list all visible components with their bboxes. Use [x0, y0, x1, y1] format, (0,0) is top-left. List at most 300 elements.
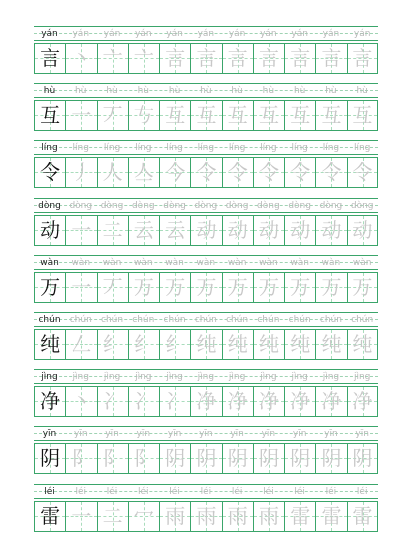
- stroke-order-trace: 万: [352, 274, 373, 299]
- pinyin-trace: líng: [197, 143, 215, 154]
- writing-cell[interactable]: [191, 444, 222, 473]
- pinyin-trace: chún: [101, 315, 124, 325]
- writing-cell[interactable]: [316, 273, 347, 302]
- writing-cell[interactable]: [35, 387, 66, 416]
- writing-cell[interactable]: [223, 101, 254, 130]
- writing-cell[interactable]: [160, 158, 191, 187]
- stroke-order-trace: 万: [133, 274, 154, 299]
- stroke-order-trace: 二: [102, 503, 123, 528]
- pinyin-trace: léi: [106, 486, 118, 497]
- pinyin-trace: chún: [288, 315, 311, 325]
- writing-cell[interactable]: [348, 444, 377, 473]
- practice-row: [34, 255, 378, 312]
- writing-cell[interactable]: [160, 387, 191, 416]
- writing-cell[interactable]: [254, 502, 285, 531]
- writing-cell[interactable]: [254, 273, 285, 302]
- pinyin-label: líng: [41, 143, 58, 154]
- pinyin-trace: hù: [168, 86, 181, 97]
- pinyin-trace: yán: [103, 29, 121, 39]
- practice-row: [34, 312, 378, 369]
- stroke-order-trace: 丿: [71, 160, 92, 185]
- stroke-order-trace: 雷: [290, 503, 311, 528]
- pinyin-trace: hù: [262, 86, 275, 97]
- model-character: 万: [40, 274, 61, 299]
- stroke-order-trace: 万: [259, 274, 279, 299]
- writing-cell[interactable]: [316, 444, 347, 473]
- stroke-order-trace: 一: [71, 503, 92, 528]
- stroke-order-trace: 万: [321, 274, 342, 299]
- pinyin-band: [34, 26, 378, 41]
- practice-row: [34, 26, 378, 83]
- writing-cell[interactable]: [129, 502, 160, 531]
- pinyin-trace: léi: [294, 486, 305, 497]
- stroke-order-trace: 动: [196, 217, 217, 242]
- pinyin-trace: líng: [228, 143, 246, 154]
- stroke-order-trace: 雷: [321, 503, 342, 528]
- stroke-order-trace: 令: [290, 160, 311, 185]
- stroke-order-trace: 雨: [165, 503, 186, 528]
- pinyin-trace: líng: [166, 143, 183, 154]
- writing-cell[interactable]: [129, 101, 160, 130]
- writing-cell[interactable]: [66, 158, 97, 187]
- writing-cell[interactable]: [160, 330, 191, 359]
- pinyin-trace: yīn: [105, 429, 119, 440]
- stroke-order-trace: 净: [290, 389, 311, 414]
- writing-cell[interactable]: [223, 387, 254, 416]
- pinyin-trace: yīn: [74, 429, 88, 440]
- writing-cell[interactable]: [348, 387, 377, 416]
- stroke-order-trace: 动: [227, 217, 248, 242]
- character-grid: [34, 386, 378, 417]
- pinyin-trace: yán: [166, 29, 183, 39]
- pinyin-trace: dòng: [288, 200, 311, 211]
- writing-cell[interactable]: [254, 44, 285, 73]
- writing-cell[interactable]: [285, 273, 316, 302]
- stroke-order-trace: 雨: [196, 503, 217, 528]
- pinyin-trace: hù: [325, 86, 337, 97]
- stroke-order-trace: 纟: [102, 332, 123, 356]
- stroke-order-trace: 言: [321, 46, 342, 70]
- writing-cell[interactable]: [160, 216, 191, 245]
- writing-cell[interactable]: [285, 387, 316, 416]
- writing-cell[interactable]: [98, 273, 129, 302]
- stroke-order-trace: 今: [165, 160, 186, 185]
- pinyin-band: [34, 484, 378, 499]
- writing-cell[interactable]: [35, 273, 66, 302]
- pinyin-trace: chún: [351, 315, 374, 325]
- writing-cell[interactable]: [160, 44, 191, 73]
- pinyin-trace: chún: [194, 315, 217, 325]
- writing-cell[interactable]: [348, 273, 377, 302]
- writing-cell[interactable]: [66, 444, 97, 473]
- writing-cell[interactable]: [191, 387, 222, 416]
- writing-cell[interactable]: [223, 444, 254, 473]
- stroke-order-trace: 言: [196, 46, 217, 70]
- pinyin-trace: yán: [260, 29, 277, 39]
- pinyin-trace: jìng: [228, 372, 246, 383]
- writing-cell[interactable]: [191, 216, 222, 245]
- stroke-order-trace: 纯: [321, 332, 342, 356]
- writing-cell[interactable]: [254, 330, 285, 359]
- writing-cell[interactable]: [285, 444, 316, 473]
- stroke-order-trace: 言: [227, 46, 248, 70]
- writing-cell[interactable]: [98, 216, 129, 245]
- character-grid: [34, 43, 378, 74]
- writing-cell[interactable]: [35, 101, 66, 130]
- model-character: 纯: [40, 332, 61, 356]
- pinyin-trace: léi: [263, 486, 274, 497]
- writing-cell[interactable]: [348, 216, 377, 245]
- model-character: 互: [40, 103, 61, 128]
- pinyin-label: jìng: [41, 372, 58, 383]
- writing-cell[interactable]: [223, 273, 254, 302]
- stroke-order-trace: 言: [352, 46, 373, 70]
- stroke-order-trace: 互: [321, 103, 342, 128]
- pinyin-band: [34, 140, 378, 155]
- pinyin-trace: wàn: [227, 257, 247, 268]
- pinyin-trace: yán: [353, 29, 371, 39]
- writing-cell[interactable]: [316, 387, 347, 416]
- stroke-order-trace: 互: [259, 103, 279, 128]
- stroke-order-trace: 令: [259, 160, 279, 185]
- pinyin-trace: jìng: [322, 372, 340, 383]
- stroke-order-trace: 万: [196, 274, 217, 299]
- stroke-order-trace: 令: [227, 160, 248, 185]
- stroke-order-trace: 一: [71, 103, 92, 128]
- pinyin-trace: chún: [226, 315, 249, 325]
- stroke-order-trace: 冫: [165, 389, 186, 414]
- writing-cell[interactable]: [129, 444, 160, 473]
- writing-cell[interactable]: [348, 101, 377, 130]
- character-grid: [34, 329, 378, 360]
- pinyin-trace: chún: [163, 315, 186, 325]
- pinyin-trace: yán: [322, 29, 340, 39]
- writing-cell[interactable]: [66, 330, 97, 359]
- pinyin-band: [34, 426, 378, 441]
- pinyin-trace: yīn: [324, 429, 338, 440]
- stroke-order-trace: 纯: [290, 332, 311, 356]
- writing-cell[interactable]: [285, 158, 316, 187]
- pinyin-trace: yán: [197, 29, 215, 39]
- pinyin-trace: wàn: [165, 257, 184, 268]
- stroke-order-trace: 阴: [290, 446, 311, 471]
- pinyin-trace: léi: [325, 486, 337, 497]
- stroke-order-trace: 亠: [102, 46, 123, 70]
- pinyin-trace: dòng: [131, 200, 155, 211]
- stroke-order-trace: 万: [165, 274, 186, 299]
- stroke-order-trace: 令: [352, 160, 373, 185]
- pinyin-trace: dòng: [100, 200, 124, 211]
- stroke-order-trace: 令: [321, 160, 342, 185]
- writing-cell[interactable]: [285, 502, 316, 531]
- writing-cell[interactable]: [223, 330, 254, 359]
- pinyin-trace: yīn: [292, 429, 307, 440]
- character-grid: [34, 272, 378, 303]
- writing-cell[interactable]: [35, 158, 66, 187]
- stroke-order-trace: 纯: [259, 332, 279, 356]
- writing-cell[interactable]: [129, 273, 160, 302]
- writing-cell[interactable]: [316, 101, 347, 130]
- pinyin-trace: yán: [228, 29, 246, 39]
- writing-cell[interactable]: [98, 101, 129, 130]
- stroke-order-trace: 净: [196, 389, 217, 414]
- pinyin-trace: dòng: [194, 200, 218, 211]
- writing-cell[interactable]: [285, 44, 316, 73]
- pinyin-trace: chún: [132, 315, 155, 325]
- writing-cell[interactable]: [35, 44, 66, 73]
- model-character: 净: [40, 389, 61, 414]
- pinyin-trace: yīn: [355, 429, 369, 440]
- pinyin-band: [34, 198, 378, 213]
- writing-cell[interactable]: [191, 330, 222, 359]
- stroke-order-trace: 言: [259, 46, 279, 70]
- pinyin-trace: dòng: [319, 200, 343, 211]
- stroke-order-trace: 丶: [71, 389, 92, 414]
- writing-cell[interactable]: [254, 216, 285, 245]
- writing-cell[interactable]: [348, 44, 377, 73]
- stroke-order-trace: 一: [71, 217, 92, 242]
- pinyin-trace: yán: [135, 29, 152, 39]
- writing-cell[interactable]: [254, 444, 285, 473]
- writing-cell[interactable]: [66, 502, 97, 531]
- writing-cell[interactable]: [285, 330, 316, 359]
- stroke-order-trace: 动: [259, 217, 279, 242]
- writing-cell[interactable]: [348, 330, 377, 359]
- writing-cell[interactable]: [223, 216, 254, 245]
- pinyin-trace: wàn: [259, 257, 278, 268]
- writing-cell[interactable]: [191, 158, 222, 187]
- pinyin-label: dòng: [38, 200, 61, 211]
- writing-cell[interactable]: [66, 101, 97, 130]
- stroke-order-trace: 冫: [133, 389, 154, 414]
- stroke-order-trace: 动: [321, 217, 342, 242]
- pinyin-trace: jìng: [291, 372, 308, 383]
- writing-cell[interactable]: [160, 273, 191, 302]
- pinyin-trace: líng: [353, 143, 371, 154]
- writing-cell[interactable]: [129, 216, 160, 245]
- pinyin-trace: hù: [356, 86, 368, 97]
- pinyin-trace: dòng: [350, 200, 374, 211]
- stroke-order-trace: 净: [227, 389, 248, 414]
- writing-cell[interactable]: [316, 330, 347, 359]
- stroke-order-trace: 𠃋: [71, 332, 92, 356]
- pinyin-label: chún: [38, 315, 61, 325]
- stroke-order-trace: 互: [227, 103, 248, 128]
- stroke-order-trace: 阴: [321, 446, 342, 471]
- stroke-order-trace: 云: [133, 217, 154, 242]
- stroke-order-trace: 万: [227, 274, 248, 299]
- writing-cell[interactable]: [316, 216, 347, 245]
- pinyin-trace: jìng: [103, 372, 121, 383]
- stroke-order-trace: 净: [321, 389, 342, 414]
- writing-cell[interactable]: [316, 502, 347, 531]
- pinyin-trace: jìng: [135, 372, 152, 383]
- stroke-order-trace: 雷: [352, 503, 373, 528]
- pinyin-trace: jìng: [72, 372, 89, 383]
- writing-cell[interactable]: [35, 216, 66, 245]
- pinyin-trace: léi: [231, 486, 243, 497]
- writing-cell[interactable]: [348, 502, 377, 531]
- pinyin-trace: léi: [169, 486, 180, 497]
- stroke-order-trace: 阴: [259, 446, 279, 471]
- writing-cell[interactable]: [66, 216, 97, 245]
- writing-cell[interactable]: [66, 387, 97, 416]
- pinyin-trace: léi: [138, 486, 149, 497]
- pinyin-trace: yīn: [261, 429, 276, 440]
- pinyin-trace: wàn: [290, 257, 309, 268]
- pinyin-trace: líng: [103, 143, 121, 154]
- stroke-order-trace: 阝: [133, 446, 154, 471]
- pinyin-trace: jìng: [353, 372, 371, 383]
- pinyin-trace: líng: [135, 143, 152, 154]
- stroke-order-trace: 净: [259, 389, 279, 414]
- stroke-order-trace: 阴: [227, 446, 248, 471]
- pinyin-trace: líng: [72, 143, 89, 154]
- writing-cell[interactable]: [254, 158, 285, 187]
- stroke-order-trace: 阴: [165, 446, 186, 471]
- stroke-order-trace: 人: [102, 160, 123, 185]
- pinyin-label: yīn: [42, 429, 57, 440]
- pinyin-trace: wàn: [134, 257, 153, 268]
- stroke-order-trace: 令: [196, 160, 217, 185]
- pinyin-trace: léi: [200, 486, 212, 497]
- stroke-order-trace: 言: [290, 46, 311, 70]
- character-grid: [34, 215, 378, 246]
- pinyin-trace: chún: [319, 315, 342, 325]
- pinyin-trace: yīn: [136, 429, 151, 440]
- stroke-order-trace: 纯: [196, 332, 217, 356]
- stroke-order-trace: 亼: [133, 160, 154, 185]
- writing-cell[interactable]: [160, 502, 191, 531]
- writing-cell[interactable]: [285, 216, 316, 245]
- writing-cell[interactable]: [254, 101, 285, 130]
- writing-cell[interactable]: [129, 387, 160, 416]
- pinyin-trace: wàn: [102, 257, 122, 268]
- stroke-order-trace: 雨: [227, 503, 248, 528]
- character-grid: [34, 100, 378, 131]
- pinyin-band: [34, 83, 378, 98]
- writing-cell[interactable]: [223, 44, 254, 73]
- writing-cell[interactable]: [223, 158, 254, 187]
- practice-row: [34, 140, 378, 197]
- stroke-order-trace: 纯: [227, 332, 248, 356]
- stroke-order-trace: 纟: [165, 332, 186, 356]
- stroke-order-trace: 𠀁: [133, 103, 154, 128]
- writing-cell[interactable]: [316, 158, 347, 187]
- writing-cell[interactable]: [191, 44, 222, 73]
- pinyin-trace: yīn: [167, 429, 182, 440]
- stroke-order-trace: 冖: [133, 503, 154, 528]
- writing-cell[interactable]: [35, 502, 66, 531]
- writing-cell[interactable]: [316, 44, 347, 73]
- stroke-order-trace: 动: [290, 217, 311, 242]
- writing-cell[interactable]: [98, 444, 129, 473]
- writing-cell[interactable]: [160, 444, 191, 473]
- writing-cell[interactable]: [35, 444, 66, 473]
- pinyin-trace: jìng: [260, 372, 277, 383]
- writing-cell[interactable]: [98, 158, 129, 187]
- pinyin-trace: dòng: [257, 200, 280, 211]
- writing-cell[interactable]: [191, 273, 222, 302]
- stroke-order-trace: 阝: [71, 446, 92, 471]
- pinyin-trace: líng: [260, 143, 277, 154]
- stroke-order-trace: 阴: [352, 446, 373, 471]
- character-grid: [34, 501, 378, 532]
- writing-cell[interactable]: [98, 330, 129, 359]
- pinyin-band: [34, 255, 378, 270]
- writing-cell[interactable]: [191, 101, 222, 130]
- model-character: 阴: [40, 446, 61, 471]
- stroke-order-trace: 互: [290, 103, 311, 128]
- writing-cell[interactable]: [129, 44, 160, 73]
- stroke-order-trace: 互: [196, 103, 217, 128]
- pinyin-trace: hù: [231, 86, 243, 97]
- practice-row: [34, 83, 378, 140]
- writing-cell[interactable]: [254, 387, 285, 416]
- pinyin-trace: dòng: [163, 200, 186, 211]
- practice-row: [34, 484, 378, 541]
- pinyin-label: léi: [44, 486, 55, 497]
- stroke-order-trace: 净: [352, 389, 373, 414]
- model-character: 雷: [40, 503, 61, 528]
- writing-cell[interactable]: [223, 502, 254, 531]
- pinyin-trace: jìng: [197, 372, 215, 383]
- stroke-order-trace: 丆: [102, 274, 123, 299]
- stroke-order-trace: 言: [165, 46, 186, 70]
- model-character: 令: [40, 160, 61, 185]
- stroke-order-trace: 丶: [71, 46, 92, 70]
- writing-cell[interactable]: [129, 330, 160, 359]
- writing-cell[interactable]: [98, 387, 129, 416]
- practice-row: [34, 369, 378, 426]
- stroke-order-trace: 纟: [133, 332, 154, 356]
- pinyin-trace: yīn: [199, 429, 213, 440]
- stroke-order-trace: 阝: [102, 446, 123, 471]
- stroke-order-trace: 动: [352, 217, 373, 242]
- stroke-order-trace: 丆: [102, 103, 123, 128]
- stroke-order-trace: 二: [102, 217, 123, 242]
- pinyin-trace: líng: [291, 143, 308, 154]
- pinyin-trace: wàn: [352, 257, 372, 268]
- pinyin-trace: hù: [106, 86, 118, 97]
- writing-cell[interactable]: [98, 502, 129, 531]
- pinyin-trace: wàn: [71, 257, 91, 268]
- model-character: 动: [40, 217, 61, 242]
- writing-cell[interactable]: [285, 101, 316, 130]
- writing-cell[interactable]: [129, 158, 160, 187]
- stroke-order-trace: 纯: [352, 332, 373, 356]
- pinyin-trace: yán: [72, 29, 90, 39]
- pinyin-trace: hù: [200, 86, 212, 97]
- model-character: 言: [40, 46, 61, 70]
- practice-row: [34, 426, 378, 483]
- writing-cell[interactable]: [35, 330, 66, 359]
- stroke-order-trace: 亠: [133, 46, 154, 70]
- stroke-order-trace: 雨: [259, 503, 279, 528]
- writing-cell[interactable]: [98, 44, 129, 73]
- pinyin-band: [34, 369, 378, 384]
- pinyin-label: yán: [41, 29, 58, 39]
- writing-cell[interactable]: [160, 101, 191, 130]
- pinyin-trace: yīn: [230, 429, 244, 440]
- writing-cell[interactable]: [66, 273, 97, 302]
- writing-cell[interactable]: [348, 158, 377, 187]
- writing-cell[interactable]: [66, 44, 97, 73]
- stroke-order-trace: 冫: [102, 389, 123, 414]
- stroke-order-trace: 阴: [196, 446, 217, 471]
- writing-cell[interactable]: [191, 502, 222, 531]
- pinyin-trace: wàn: [321, 257, 341, 268]
